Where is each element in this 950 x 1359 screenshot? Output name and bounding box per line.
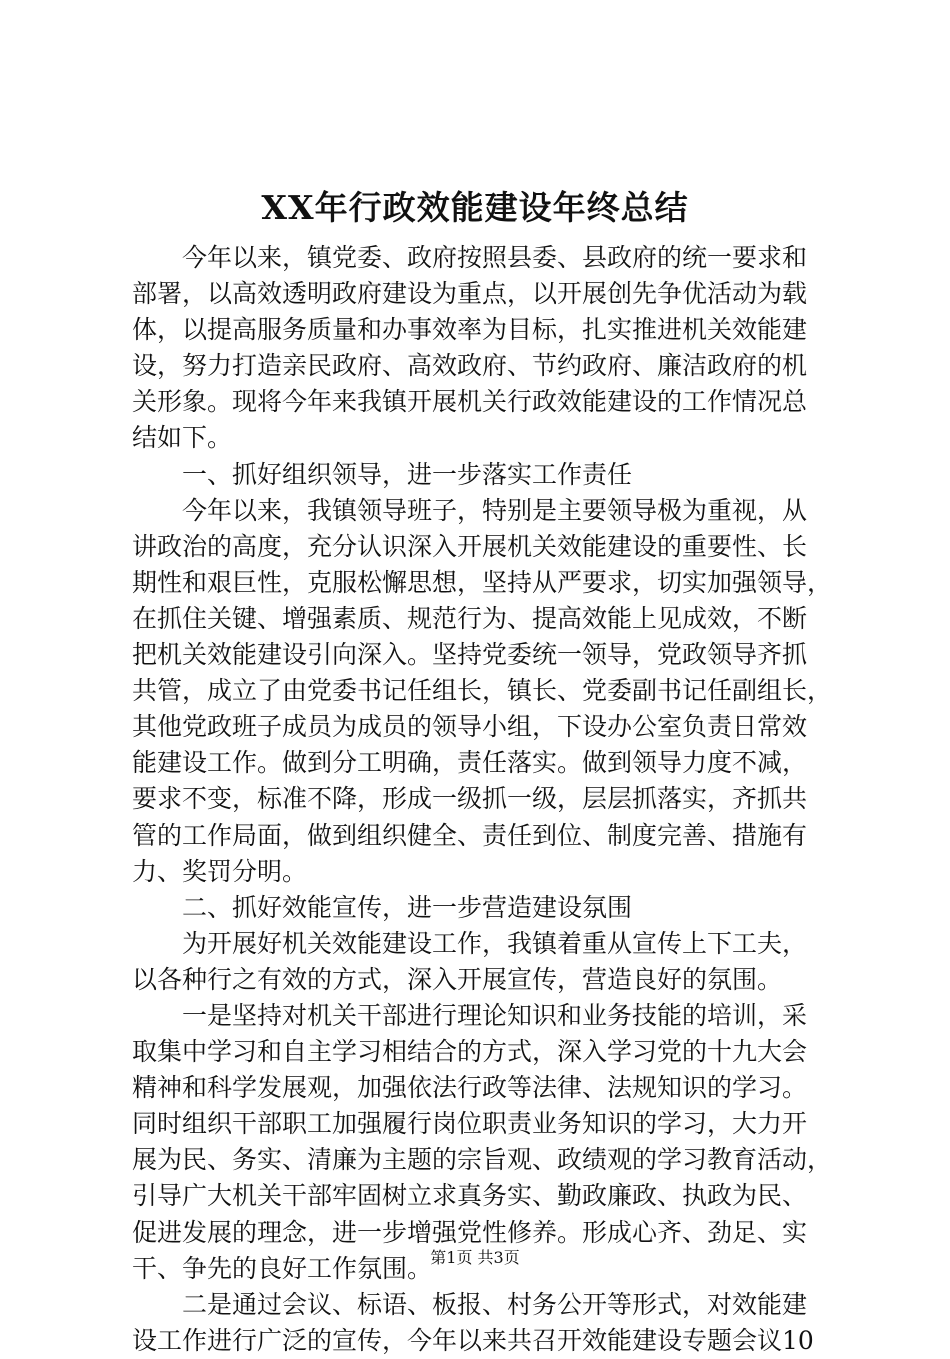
text-line: 关形象。现将今年来我镇开展机关行政效能建设的工作情况总 bbox=[132, 387, 808, 417]
text-line: 共管，成立了由党委书记任组长，镇长、党委副书记任副组长， bbox=[132, 676, 833, 706]
text-line: 要求不变，标准不降，形成一级抓一级，层层抓落实，齐抓共 bbox=[132, 784, 808, 814]
text-line: 能建设工作。做到分工明确，责任落实。做到领导力度不减， bbox=[132, 748, 808, 778]
text-line: 一、抓好组织领导，进一步落实工作责任 bbox=[182, 459, 633, 489]
text-line: 管的工作局面，做到组织健全、责任到位、制度完善、措施有 bbox=[132, 820, 808, 850]
text-line: 为开展好机关效能建设工作，我镇着重从宣传上下工夫， bbox=[182, 928, 808, 958]
text-line: 干、争先的良好工作氛围。 bbox=[132, 1253, 433, 1283]
text-line: 以各种行之有效的方式，深入开展宣传，营造良好的氛围。 bbox=[132, 964, 783, 994]
text-line: 把机关效能建设引向深入。坚持党委统一领导，党政领导齐抓 bbox=[132, 640, 808, 670]
text-line: 二是通过会议、标语、板报、村务公开等形式，对效能建 bbox=[182, 1289, 808, 1319]
text-line: 体，以提高服务质量和办事效率为目标，扎实推进机关效能建 bbox=[132, 315, 808, 345]
text-line: 结如下。 bbox=[132, 423, 233, 453]
text-line: 今年以来，镇党委、政府按照县委、县政府的统一要求和 bbox=[182, 243, 808, 272]
document-title: XX年行政效能建设年终总结 bbox=[261, 188, 689, 227]
document-body bbox=[132, 240, 833, 1359]
text-line: 讲政治的高度，充分认识深入开展机关效能建设的重要性、长 bbox=[132, 531, 808, 561]
text-line: 引导广大机关干部牢固树立求真务实、勤政廉政、执政为民、 bbox=[132, 1181, 808, 1211]
page-footer: 第1页 共3页 bbox=[430, 1248, 520, 1267]
text-line: 展为民、务实、清廉为主题的宗旨观、政绩观的学习教育活动， bbox=[132, 1145, 833, 1175]
text-line: 在抓住关键、增强素质、规范行为、提高效能上见成效，不断 bbox=[132, 603, 808, 633]
text-line: 设，努力打造亲民政府、高效政府、节约政府、廉洁政府的机 bbox=[132, 351, 808, 381]
text-line: 其他党政班子成员为成员的领导小组，下设办公室负责日常效 bbox=[132, 712, 808, 742]
text-line: 二、抓好效能宣传，进一步营造建设氛围 bbox=[182, 892, 633, 922]
text-line: 今年以来，我镇领导班子，特别是主要领导极为重视，从 bbox=[182, 495, 808, 525]
text-line: 部署，以高效透明政府建设为重点，以开展创先争优活动为载 bbox=[132, 279, 808, 309]
text-line: 促进发展的理念，进一步增强党性修养。形成心齐、劲足、实 bbox=[132, 1217, 808, 1247]
text-line: 力、奖罚分明。 bbox=[132, 856, 308, 886]
text-line: 精神和科学发展观，加强依法行政等法律、法规知识的学习。 bbox=[132, 1073, 808, 1103]
text-line: 设工作进行广泛的宣传，今年以来共召开效能建设专题会议10 bbox=[132, 1325, 814, 1355]
text-line: 同时组织干部职工加强履行岗位职责业务知识的学习，大力开 bbox=[132, 1109, 808, 1139]
text-line: 一是坚持对机关干部进行理论知识和业务技能的培训，采 bbox=[182, 1000, 808, 1030]
text-line: 取集中学习和自主学习相结合的方式，深入学习党的十九大会 bbox=[132, 1037, 808, 1067]
text-line: 期性和艰巨性，克服松懈思想，坚持从严要求，切实加强领导， bbox=[132, 567, 833, 597]
